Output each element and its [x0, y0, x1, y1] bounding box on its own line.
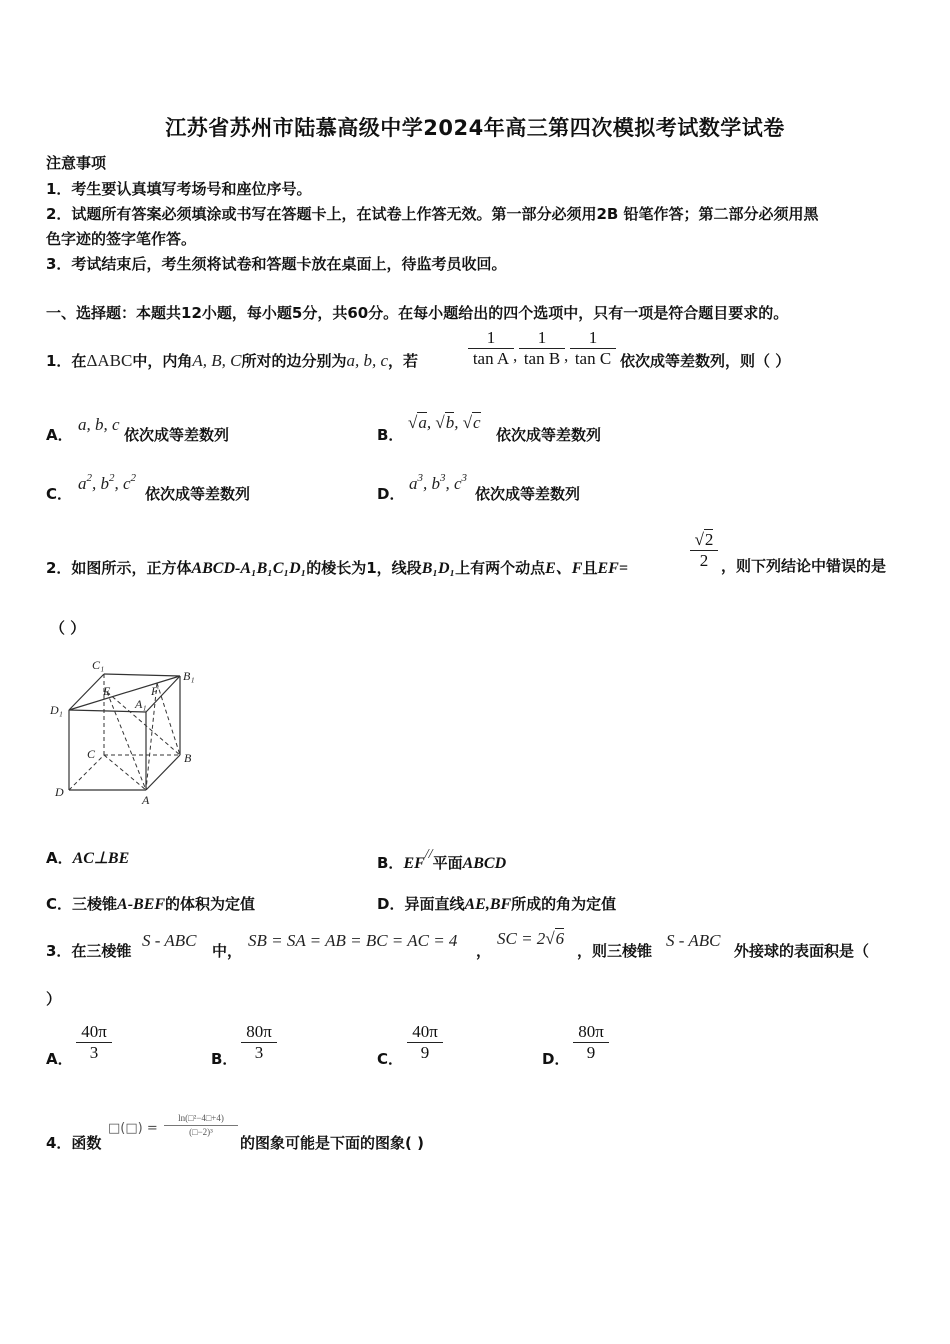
q2-fraction: $\frac{√2}{2}$	[690, 530, 718, 571]
q2-cube: ABCD-A₁B₁C₁D₁	[191, 560, 307, 577]
q1-option-b-math: √a, √b, √c	[408, 413, 481, 432]
cube-diagram	[45, 652, 205, 812]
q3-mid: 中，	[212, 942, 243, 960]
q3-option-c-label: C．	[377, 1050, 404, 1068]
notice-item: 2．试题所有答案必须填涂或书写在答题卡上，在试卷上作答无效。第一部分必须用2B 铅笔作答；第二部分必须用黑	[46, 205, 819, 223]
q1-fraction-a: $\frac{1}{\text{tan A}}$	[468, 328, 514, 369]
q2-points: E、F	[545, 560, 583, 577]
q3-comma: ，	[476, 942, 492, 960]
q1-mid2: 所对的边分别为	[241, 352, 347, 370]
q1-option-b-text: 依次成等差数列	[496, 426, 602, 444]
q1-option-d-text: 依次成等差数列	[475, 485, 581, 503]
q1-stem	[46, 350, 418, 371]
q2-option-b: B．EF//平面ABCD	[377, 847, 507, 872]
q2-option-d: D．异面直线AE,BF所成的角为定值	[377, 895, 617, 913]
q3-option-c-fraction: $\frac{40\pi}{9}$	[407, 1022, 443, 1063]
q2-option-c: C．三棱锥A-BEF的体积为定值	[46, 895, 256, 913]
q1-sides: a, b, c	[346, 351, 389, 370]
notice-heading: 注意事项	[46, 154, 107, 172]
label-c: C	[87, 747, 96, 761]
q4-fraction: $\frac{\text{ln(□²−4□+4)}}{\text{(□−2)³}}$	[164, 1112, 238, 1139]
q3-option-b-fraction: $\frac{80\pi}{3}$	[241, 1022, 277, 1063]
q3-sabc-2: S - ABC	[666, 931, 721, 950]
q4-lhs: □(□) =	[108, 1121, 158, 1136]
q1-pre: 1．在	[46, 352, 87, 370]
notice-item: 3．考试结束后，考生须将试卷和答题卡放在桌面上，待监考员收回。	[46, 255, 507, 273]
q3-close: ）	[46, 990, 62, 1008]
q3-option-d-label: D．	[542, 1050, 570, 1068]
q1-mid3: ，若	[388, 352, 419, 370]
q1-post: 依次成等差数列，则（ ）	[620, 352, 791, 370]
edge-c1b1	[104, 674, 180, 676]
q1-option-b-label: B．	[377, 426, 404, 444]
hidden-fb	[157, 683, 180, 755]
q1-option-a-math: a, b, c	[78, 415, 120, 434]
label-d1: D₁	[50, 703, 63, 717]
q3-option-b-label: B．	[211, 1050, 238, 1068]
q1-option-c-text: 依次成等差数列	[145, 485, 251, 503]
q1-option-a-label: A．	[46, 426, 73, 444]
label-b1: B₁	[183, 669, 195, 683]
q2-option-a: A．AC⊥BE	[46, 849, 130, 867]
q3-option-a-label: A．	[46, 1050, 73, 1068]
page-title: 江苏省苏州市陆慕高级中学2024年高三第四次模拟考试数学试卷	[165, 116, 785, 140]
q1-option-d-label: D．	[377, 485, 405, 503]
q2-post: ，则下列结论中错误的是	[721, 557, 887, 575]
q1-option-d-math: $a^3$, $b^3$, $c^3$	[409, 472, 468, 493]
q1-triangle: ΔABC	[86, 351, 133, 370]
q1-option-c-label: C．	[46, 485, 73, 503]
label-e: E	[103, 684, 111, 698]
q1-fraction-c: $\frac{1}{\text{tan C}}$	[570, 328, 616, 369]
q2-answer-paren: （ ）	[50, 619, 86, 637]
label-a1: A₁	[135, 697, 147, 711]
q3-post: ，则三棱锥	[577, 942, 653, 960]
q1-fraction-b: $\frac{1}{\text{tan B}}$	[519, 328, 565, 369]
hidden-fa	[146, 683, 157, 790]
label-c1: C₁	[92, 658, 105, 672]
hidden-diagonal-ca	[104, 755, 146, 790]
q2-ef: EF=	[597, 560, 628, 577]
q3-sabc: S - ABC	[142, 931, 197, 950]
label-f: F	[151, 684, 159, 698]
q3-pre: 3．在三棱锥	[46, 942, 132, 960]
q1-angles: A, B, C	[192, 351, 242, 370]
q2-segment: B₁D₁	[421, 560, 456, 577]
q3-sc: SC = 2√6	[497, 929, 565, 948]
notice-item: 色字迹的签字笔作答。	[46, 230, 197, 248]
q3-option-d-fraction: $\frac{80\pi}{9}$	[573, 1022, 609, 1063]
q1-option-c-math: $a^2$, $b^2$, $c^2$	[78, 472, 137, 493]
q1-mid: 中，内角	[132, 352, 193, 370]
label-d: D	[55, 785, 64, 799]
q3-option-a-fraction: $\frac{40\pi}{3}$	[76, 1022, 112, 1063]
comma: ,	[513, 346, 518, 365]
q2-stem: 2．如图所示，正方体ABCD-A₁B₁C₁D₁的棱长为1，线段B₁D₁上有两个动点E、F且EF=	[46, 559, 628, 577]
section-heading: 一、选择题：本题共12小题，每小题5分，共60分。在每小题给出的四个选项中，只有一项是符合题目要求的。	[46, 304, 789, 322]
label-a: A	[142, 793, 150, 807]
notice-item: 1．考生要认真填写考场号和座位序号。	[46, 180, 312, 198]
q1-option-a-text: 依次成等差数列	[124, 426, 230, 444]
q4-pre: 4．函数	[46, 1134, 102, 1152]
comma: ,	[564, 346, 569, 365]
q3-equation: SB = SA = AB = BC = AC = 4	[248, 931, 458, 950]
q4-post: 的图象可能是下面的图象( )	[240, 1134, 424, 1152]
q3-post2: 外接球的表面积是（	[734, 942, 870, 960]
edge-ab	[146, 755, 180, 790]
label-b: B	[184, 751, 192, 765]
